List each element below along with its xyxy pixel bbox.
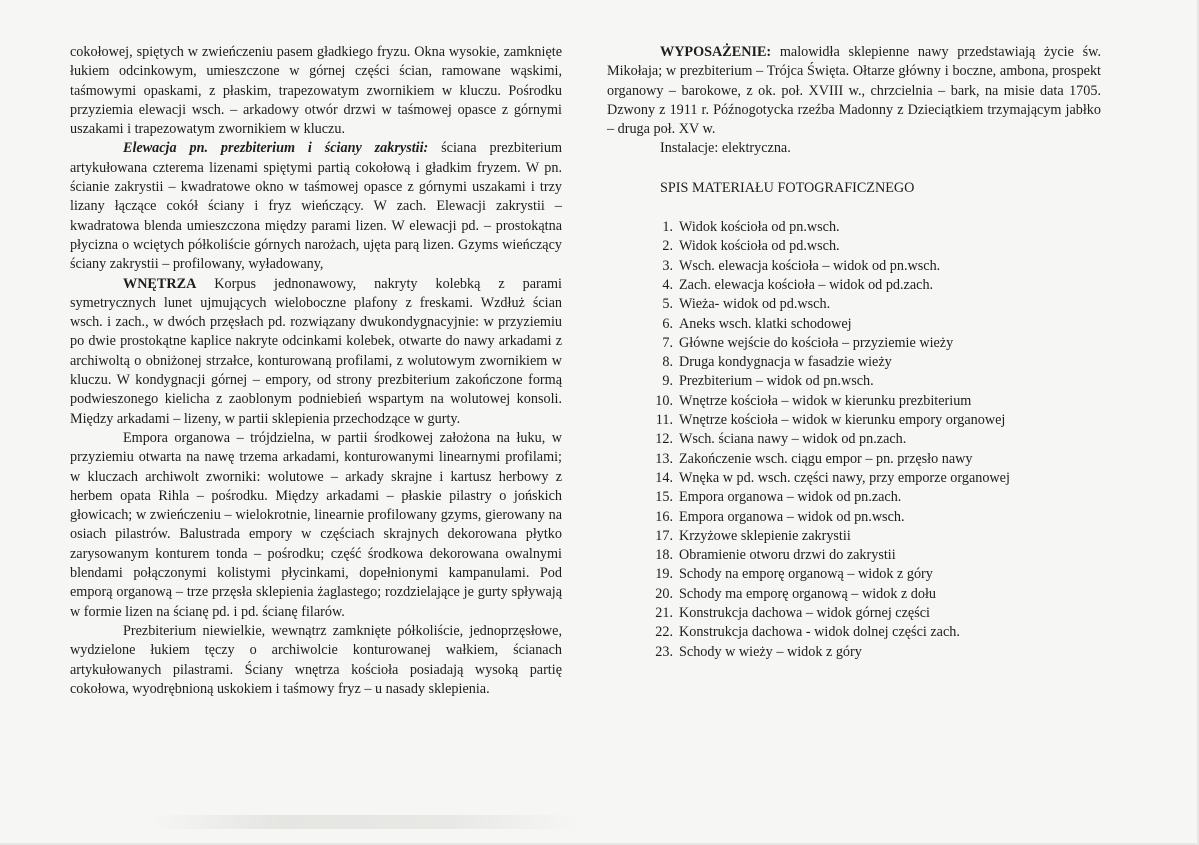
photo-list-heading: SPIS MATERIAŁU FOTOGRAFICZNEGO (660, 179, 915, 196)
photo-list-item (607, 527, 1101, 546)
photo-list-item-number: 7. (662, 334, 673, 351)
photo-list-item-text: Widok kościoła od pn.wsch. (679, 219, 840, 236)
photo-list-item-text: Wnęka w pd. wsch. części nawy, przy emporze organowej (679, 469, 1010, 486)
photo-list-item-number: 19. (655, 566, 673, 583)
photo-list-item-number: 12. (655, 431, 673, 448)
photo-list-item (607, 430, 1101, 449)
photo-list-item-number: 11. (655, 412, 673, 429)
photo-list-item-number: 5. (662, 296, 673, 313)
paragraph-equipment (607, 43, 1101, 139)
photo-list-item (607, 585, 1101, 604)
photo-list-item (607, 218, 1101, 237)
photo-list-item (607, 411, 1101, 430)
paragraph-facade-north (70, 139, 562, 274)
photo-list-item-text: Schody ma emporę organową – widok z dołu (679, 585, 937, 602)
photo-list-item (607, 295, 1101, 314)
photo-list-item (607, 276, 1101, 295)
photo-list-item (607, 508, 1101, 527)
photo-list-item (607, 604, 1101, 623)
photo-list-item (607, 450, 1101, 469)
photo-list-item-text: Wsch. elewacja kościoła – widok od pn.wsch. (679, 257, 941, 274)
photo-list-item-text: Konstrukcja dachowa - widok dolnej części zach. (679, 624, 960, 641)
paragraph-organ-gallery: Empora organowa – trójdzielna, w partii środkowej założona na łuku, w przyziemiu otwarta na nawę trzema arkadami, konturowanymi linearnymi profilami; w kluczach archiwolt zworniki: wolutowe – arkady skrajne i kartusz herbowy z herbem opata Rihla – pośrodku. Między arkadami – płaskie pilastry o jońskich głowicach; w zwieńczeniu – wielokrotnie, linearnie profilowany gzyms, gierowany na osiach pilastrów. Balustrada empory w częściach skrajnych dekorowana płytko zarysowanym konturem tonda – pośrodku; część środkowa dekorowana owalnymi blendami połączonymi kolistymi płycinkami, dopełnionymi kampanulami. Pod emporą organową – trze przęsła sklepienia żaglastego; rozdzielające je gurty spływają w formie lizen na ścianę pd. i pd. ścianę filarów. (70, 429, 562, 620)
photo-list-item-number: 20. (655, 585, 673, 602)
photo-list-item-text: Obramienie otworu drzwi do zakrystii (679, 547, 896, 564)
photo-list-item-text: Wnętrze kościoła – widok w kierunku prezbiterium (679, 392, 972, 409)
photo-list-item-text: Zakończenie wsch. ciągu empor – pn. przęsło nawy (679, 450, 973, 467)
photo-list-item (607, 237, 1101, 256)
photo-list-item (607, 546, 1101, 565)
photo-list-item-number: 2. (662, 238, 673, 255)
photo-list-item-text: Empora organowa – widok od pn.wsch. (679, 508, 905, 525)
photo-list-item-number: 21. (655, 605, 673, 622)
photo-list-item-text: Aneks wsch. klatki schodowej (679, 315, 852, 332)
photo-list-item-text: Krzyżowe sklepienie zakrystii (679, 527, 851, 544)
photo-list-item (607, 315, 1101, 334)
photo-list-item-text: Wsch. ściana nawy – widok od pn.zach. (679, 431, 907, 448)
paragraph-interior (70, 275, 562, 429)
photo-list-item-number: 6. (662, 315, 673, 332)
paragraph-facade-north-text: ściana prezbiterium artykułowana czterema lizenami spiętymi partią cokołową i gładkim fryzem. W pn. ścianie zakrystii – kwadratowe okno w taśmowej opasce z górnymi uszakami i trzy lizany łączące cokół ściany i fryz wieńczący. W zach. Elewacji zakrystii – kwadratowa blenda umieszczona między parami lizen. W elewacji pd. – prostokątna płycizna o wciętych półkoliście górnych narożach, ujęta parą lizen. Gzyms wieńczący ściany zakrystii – profilowany, wyładowany, (70, 140, 562, 273)
photo-list-item-text: Prezbiterium – widok od pn.wsch. (679, 373, 874, 390)
photo-list-item-number: 18. (655, 547, 673, 564)
photo-list-item-number: 17. (655, 527, 673, 544)
photo-list-item-number: 3. (662, 257, 673, 274)
left-text-column (70, 43, 562, 699)
photo-list-item (607, 488, 1101, 507)
photo-list-item-text: Wieża- widok od pd.wsch. (679, 296, 831, 313)
photo-list-item-text: Konstrukcja dachowa – widok górnej części (679, 605, 930, 622)
photo-list-item-number: 8. (662, 354, 673, 371)
paragraph-facade-north-title: Elewacja pn. prezbiterium i ściany zakrystii: (123, 140, 429, 157)
photo-list-item-number: 9. (662, 373, 673, 390)
paragraph-equipment-title: WYPOSAŻENIE: (660, 44, 772, 60)
photo-list-item (607, 334, 1101, 353)
photo-list-item-number: 10. (655, 392, 673, 409)
photo-list-item (607, 643, 1101, 662)
photo-list-item (607, 392, 1101, 411)
paragraph-interior-title: WNĘTRZA (123, 275, 197, 292)
photo-list-item (607, 257, 1101, 276)
photo-list-item-text: Widok kościoła od pd.wsch. (679, 238, 840, 255)
photo-list-item-text: Schody w wieży – widok z góry (679, 643, 862, 660)
photo-list-item-number: 16. (655, 508, 673, 525)
paragraph-installations: Instalacje: elektryczna. (660, 140, 791, 157)
photo-list-item-number: 14. (655, 469, 673, 486)
paragraph-equipment-text: malowidła sklepienne nawy przedstawiają życie św. Mikołaja; w prezbiterium – Trójca Święta. Ołtarze główny i boczne, ambona, prospekt organowy – barokowe, z ok. poł. XVIII w., chrzcielnia – bark, na misie data 1705. Dzwony z 1911 r. Późnogotycka rzeźba Madonny z Dzieciątkiem trzymającym jabłko – druga poł. XV w. (607, 44, 1101, 138)
photo-list-item (607, 565, 1101, 584)
photo-list-item (607, 372, 1101, 391)
photo-list-item-number: 4. (662, 276, 673, 293)
photo-list-item-number: 22. (655, 624, 673, 641)
photo-list-item (607, 469, 1101, 488)
photo-list-item-text: Empora organowa – widok od pn.zach. (679, 489, 902, 506)
scan-smudge (150, 815, 580, 829)
paragraph-facade-east: cokołowej, spiętych w zwieńczeniu pasem gładkiego fryzu. Okna wysokie, zamknięte łukiem odcinkowym, umieszczone w górnej części ścian, ramowane wąskimi, taśmowymi opaskami, z płaskim, trapezowatym zwornikiem w kluczu. Pośrodku przyziemia elewacji wsch. – arkadowy otwór drzwi w taśmowej opasce z górnymi uszakami i trapezowatym zwornikiem w kluczu. (70, 44, 562, 138)
photo-list-item-number: 15. (655, 489, 673, 506)
photo-list-item-text: Druga kondygnacja w fasadzie wieży (679, 354, 892, 371)
photo-list-item (607, 623, 1101, 642)
photo-list-item-number: 23. (655, 643, 673, 660)
photo-list (607, 218, 1101, 662)
photo-list-item-text: Schody na emporę organową – widok z góry (679, 566, 933, 583)
photo-list-item-text: Zach. elewacja kościoła – widok od pd.zach. (679, 276, 934, 293)
paragraph-presbytery: Prezbiterium niewielkie, wewnątrz zamknięte półkoliście, jednoprzęsłowe, wydzielone łukiem tęczy o archiwolcie konturowanej wałkiem, ścianach artykułowanych pilastrami. Ściany wnętrza kościoła posiadają wysoką partię cokołowa, wyodrębnioną uskokiem i taśmowy fryz – u nasady sklepienia. (70, 622, 562, 697)
photo-list-item (607, 353, 1101, 372)
photo-list-item-text: Główne wejście do kościoła – przyziemie wieży (679, 334, 954, 351)
paragraph-interior-text: Korpus jednonawowy, nakryty kolebką z parami symetrycznych lunet ujmujących wieloboczne plafony z freskami. Wzdłuż ścian wsch. i zach., w dwóch przęsłach pd. rozwiązany dwukondygnacyjnie: w przyziemiu po dwie prostokątne kaplice nakryte odcinkami kolebek, otwarte do nawy arkadami z archiwoltą o obniżonej strzałce, konturowaną profilami, z wolutowym zwornikiem w kluczu. W kondygnacji górnej – empory, od strony prezbiterium zakończone formą podwieszonego kielicha z zaoblonym podniebień wspartym na wolutowej konsoli. Między arkadami – lizeny, w partii sklepienia przechodzące w gurty. (70, 275, 562, 427)
photo-list-item-number: 13. (655, 450, 673, 467)
photo-list-item-text: Wnętrze kościoła – widok w kierunku empory organowej (679, 412, 1006, 429)
photo-list-item-number: 1. (662, 219, 673, 236)
right-text-column (607, 43, 1101, 662)
